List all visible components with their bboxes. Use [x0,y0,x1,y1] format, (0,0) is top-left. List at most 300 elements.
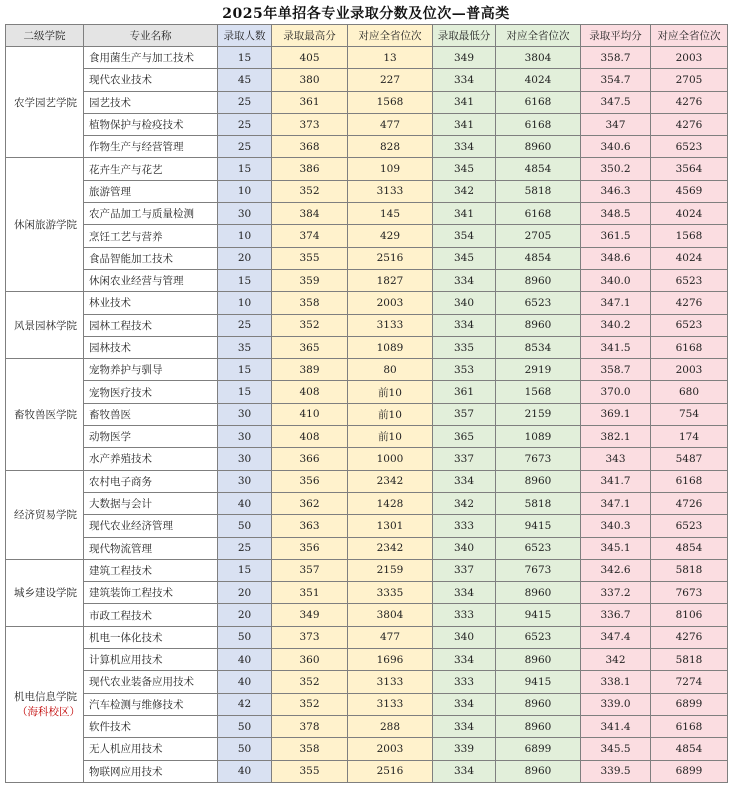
max-rank-cell: 2003 [348,738,433,760]
table-row [6,91,728,113]
avg-rank-cell: 1568 [651,225,728,247]
sheet-title: 2025年单招各专业录取分数及位次—普高类 [222,6,510,22]
min-rank-cell: 4854 [496,158,581,180]
min-score-cell: 334 [433,136,496,158]
min-score-cell: 345 [433,158,496,180]
max-score-cell: 358 [272,738,348,760]
min-score-cell: 349 [433,47,496,69]
max-rank-cell: 1301 [348,515,433,537]
max-rank-cell: 109 [348,158,433,180]
header-avg-score: 录取平均分 [581,25,651,47]
avg-score-cell: 342 [581,649,651,671]
min-score-cell: 339 [433,738,496,760]
enrolled-cell: 15 [218,359,272,381]
max-score-cell: 356 [272,470,348,492]
table-row [6,403,728,425]
max-rank-cell: 3335 [348,582,433,604]
min-score-cell: 365 [433,426,496,448]
min-rank-cell: 8960 [496,269,581,291]
max-score-cell: 368 [272,136,348,158]
enrolled-cell: 25 [218,537,272,559]
avg-rank-cell: 4726 [651,492,728,514]
avg-rank-cell: 6523 [651,136,728,158]
enrolled-cell: 30 [218,448,272,470]
enrolled-cell: 20 [218,247,272,269]
dept-cell [6,47,84,158]
table-row [6,426,728,448]
major-cell: 作物生产与经营管理 [84,136,218,158]
avg-score-cell: 339.5 [581,760,651,782]
min-score-cell: 340 [433,537,496,559]
table-row [6,671,728,693]
avg-score-cell: 370.0 [581,381,651,403]
avg-rank-cell: 7274 [651,671,728,693]
avg-rank-cell: 7673 [651,582,728,604]
table-row [6,359,728,381]
max-score-cell: 366 [272,448,348,470]
avg-score-cell: 340.2 [581,314,651,336]
major-cell: 现代农业装备应用技术 [84,671,218,693]
enrolled-cell: 20 [218,582,272,604]
min-rank-cell: 8534 [496,336,581,358]
avg-score-cell: 382.1 [581,426,651,448]
major-cell: 园艺技术 [84,91,218,113]
avg-rank-cell: 8106 [651,604,728,626]
min-score-cell: 334 [433,649,496,671]
table-row [6,470,728,492]
major-cell: 建筑工程技术 [84,559,218,581]
enrolled-cell: 45 [218,69,272,91]
max-score-cell: 386 [272,158,348,180]
enrolled-cell: 15 [218,381,272,403]
avg-rank-cell: 5487 [651,448,728,470]
dept-name: 机电信息学院 [14,691,77,704]
avg-score-cell: 369.1 [581,403,651,425]
min-rank-cell: 8960 [496,760,581,782]
min-score-cell: 337 [433,448,496,470]
major-cell: 无人机应用技术 [84,738,218,760]
max-rank-cell: 13 [348,47,433,69]
table-row [6,760,728,782]
max-rank-cell: 1000 [348,448,433,470]
enrolled-cell: 15 [218,559,272,581]
avg-score-cell: 341.4 [581,715,651,737]
min-rank-cell: 8960 [496,470,581,492]
enrolled-cell: 40 [218,671,272,693]
enrolled-cell: 25 [218,136,272,158]
min-score-cell: 334 [433,693,496,715]
avg-rank-cell: 4024 [651,247,728,269]
dept-cell [6,470,84,559]
min-score-cell: 357 [433,403,496,425]
enrolled-cell: 30 [218,203,272,225]
min-rank-cell: 7673 [496,559,581,581]
max-score-cell: 410 [272,403,348,425]
max-rank-cell: 前10 [348,381,433,403]
enrolled-cell: 15 [218,269,272,291]
table-row [6,136,728,158]
max-score-cell: 405 [272,47,348,69]
enrolled-cell: 25 [218,314,272,336]
header-min-score: 录取最低分 [433,25,496,47]
major-cell: 农产品加工与质量检测 [84,203,218,225]
table-row [6,180,728,202]
avg-score-cell: 336.7 [581,604,651,626]
enrolled-cell: 30 [218,426,272,448]
min-rank-cell: 1089 [496,426,581,448]
major-cell: 园林工程技术 [84,314,218,336]
table-row [6,515,728,537]
avg-score-cell: 347.5 [581,91,651,113]
min-rank-cell: 5818 [496,180,581,202]
dept-name: 经济贸易学院 [14,509,77,522]
min-score-cell: 354 [433,225,496,247]
header-avg-rank: 对应全省位次 [651,25,728,47]
header-major: 专业名称 [84,25,218,47]
max-rank-cell: 2516 [348,760,433,782]
major-cell: 食品智能加工技术 [84,247,218,269]
major-cell: 园林技术 [84,336,218,358]
max-rank-cell: 2342 [348,470,433,492]
header-max-rank: 对应全省位次 [348,25,433,47]
max-rank-cell: 227 [348,69,433,91]
min-rank-cell: 6899 [496,738,581,760]
min-rank-cell: 8960 [496,582,581,604]
max-rank-cell: 3804 [348,604,433,626]
header-enrolled: 录取人数 [218,25,272,47]
enrolled-cell: 30 [218,403,272,425]
avg-rank-cell: 4854 [651,537,728,559]
max-rank-cell: 1696 [348,649,433,671]
major-cell: 现代农业技术 [84,69,218,91]
max-score-cell: 408 [272,426,348,448]
enrolled-cell: 42 [218,693,272,715]
max-rank-cell: 2003 [348,292,433,314]
max-rank-cell: 429 [348,225,433,247]
avg-score-cell: 337.2 [581,582,651,604]
major-cell: 农村电子商务 [84,470,218,492]
max-rank-cell: 2516 [348,247,433,269]
major-cell: 建筑装饰工程技术 [84,582,218,604]
max-score-cell: 373 [272,113,348,135]
min-rank-cell: 8960 [496,649,581,671]
avg-score-cell: 358.7 [581,47,651,69]
min-score-cell: 342 [433,492,496,514]
max-score-cell: 356 [272,537,348,559]
avg-score-cell: 347.1 [581,492,651,514]
max-score-cell: 351 [272,582,348,604]
avg-score-cell: 340.3 [581,515,651,537]
max-score-cell: 389 [272,359,348,381]
max-rank-cell: 477 [348,113,433,135]
major-cell: 动物医学 [84,426,218,448]
avg-rank-cell: 5818 [651,559,728,581]
major-cell: 花卉生产与花艺 [84,158,218,180]
min-score-cell: 340 [433,292,496,314]
header-row [6,25,728,47]
max-score-cell: 359 [272,269,348,291]
table-row [6,336,728,358]
enrolled-cell: 15 [218,47,272,69]
enrolled-cell: 25 [218,113,272,135]
dept-cell [6,359,84,470]
enrolled-cell: 35 [218,336,272,358]
min-rank-cell: 2919 [496,359,581,381]
dept-cell [6,626,84,782]
max-score-cell: 352 [272,693,348,715]
max-rank-cell: 145 [348,203,433,225]
max-rank-cell: 3133 [348,180,433,202]
enrolled-cell: 50 [218,626,272,648]
enrolled-cell: 20 [218,604,272,626]
enrolled-cell: 10 [218,225,272,247]
header-max-score: 录取最高分 [272,25,348,47]
dept-name: 农学园艺学院 [14,96,77,109]
avg-rank-cell: 6168 [651,336,728,358]
table-row [6,203,728,225]
table-row [6,492,728,514]
min-rank-cell: 9415 [496,515,581,537]
min-rank-cell: 9415 [496,671,581,693]
max-rank-cell: 288 [348,715,433,737]
avg-score-cell: 340.0 [581,269,651,291]
min-rank-cell: 6523 [496,537,581,559]
avg-rank-cell: 754 [651,403,728,425]
max-score-cell: 374 [272,225,348,247]
enrolled-cell: 10 [218,180,272,202]
table-row [6,113,728,135]
min-score-cell: 340 [433,626,496,648]
table-row [6,693,728,715]
max-score-cell: 357 [272,559,348,581]
avg-rank-cell: 2705 [651,69,728,91]
major-cell: 休闲农业经营与管理 [84,269,218,291]
max-score-cell: 384 [272,203,348,225]
table-row [6,715,728,737]
table-row [6,69,728,91]
min-score-cell: 334 [433,582,496,604]
avg-rank-cell: 6168 [651,470,728,492]
min-rank-cell: 6168 [496,91,581,113]
enrolled-cell: 10 [218,292,272,314]
major-cell: 林业技术 [84,292,218,314]
max-rank-cell: 前10 [348,403,433,425]
table-row [6,314,728,336]
table-row [6,448,728,470]
dept-name: 畜牧兽医学院 [14,408,77,421]
enrolled-cell: 40 [218,492,272,514]
max-score-cell: 365 [272,336,348,358]
avg-rank-cell: 3564 [651,158,728,180]
avg-rank-cell: 2003 [651,47,728,69]
header-min-rank: 对应全省位次 [496,25,581,47]
avg-rank-cell: 6523 [651,269,728,291]
enrolled-cell: 25 [218,91,272,113]
avg-score-cell: 348.5 [581,203,651,225]
avg-score-cell: 339.0 [581,693,651,715]
major-cell: 机电一体化技术 [84,626,218,648]
min-rank-cell: 6523 [496,626,581,648]
avg-score-cell: 350.2 [581,158,651,180]
major-cell: 大数据与会计 [84,492,218,514]
max-rank-cell: 828 [348,136,433,158]
table-row [6,158,728,180]
table-row [6,381,728,403]
table-body [6,47,728,783]
max-rank-cell: 3133 [348,693,433,715]
major-cell: 烹饪工艺与营养 [84,225,218,247]
min-rank-cell: 2159 [496,403,581,425]
avg-score-cell: 343 [581,448,651,470]
max-score-cell: 352 [272,314,348,336]
avg-rank-cell: 5818 [651,649,728,671]
table-row [6,269,728,291]
min-rank-cell: 2705 [496,225,581,247]
min-rank-cell: 6523 [496,292,581,314]
min-rank-cell: 8960 [496,693,581,715]
max-rank-cell: 477 [348,626,433,648]
enrolled-cell: 15 [218,158,272,180]
max-score-cell: 380 [272,69,348,91]
avg-score-cell: 342.6 [581,559,651,581]
min-rank-cell: 7673 [496,448,581,470]
max-score-cell: 361 [272,91,348,113]
avg-rank-cell: 2003 [651,359,728,381]
min-rank-cell: 4854 [496,247,581,269]
major-cell: 食用菌生产与加工技术 [84,47,218,69]
avg-score-cell: 341.5 [581,336,651,358]
major-cell: 旅游管理 [84,180,218,202]
avg-rank-cell: 6523 [651,314,728,336]
table-row [6,537,728,559]
avg-score-cell: 347.4 [581,626,651,648]
major-cell: 汽车检测与维修技术 [84,693,218,715]
avg-rank-cell: 6168 [651,715,728,737]
enrolled-cell: 40 [218,760,272,782]
avg-score-cell: 345.5 [581,738,651,760]
avg-rank-cell: 6523 [651,515,728,537]
avg-score-cell: 341.7 [581,470,651,492]
major-cell: 计算机应用技术 [84,649,218,671]
min-score-cell: 342 [433,180,496,202]
table-row [6,582,728,604]
min-score-cell: 361 [433,381,496,403]
max-score-cell: 355 [272,760,348,782]
min-rank-cell: 5818 [496,492,581,514]
avg-score-cell: 358.7 [581,359,651,381]
max-rank-cell: 1568 [348,91,433,113]
max-score-cell: 360 [272,649,348,671]
enrolled-cell: 50 [218,515,272,537]
major-cell: 物联网应用技术 [84,760,218,782]
table-row [6,649,728,671]
avg-rank-cell: 4276 [651,626,728,648]
dept-campus-note: （海科校区） [17,706,80,719]
major-cell: 植物保护与检疫技术 [84,113,218,135]
dept-name: 城乡建设学院 [14,587,77,600]
table-row [6,626,728,648]
enrolled-cell: 40 [218,649,272,671]
enrolled-cell: 50 [218,738,272,760]
max-rank-cell: 3133 [348,314,433,336]
dept-cell [6,292,84,359]
table-row [6,604,728,626]
min-rank-cell: 3804 [496,47,581,69]
major-cell: 畜牧兽医 [84,403,218,425]
max-score-cell: 358 [272,292,348,314]
major-cell: 现代物流管理 [84,537,218,559]
dept-cell [6,559,84,626]
min-score-cell: 334 [433,470,496,492]
enrolled-cell: 50 [218,715,272,737]
min-rank-cell: 4024 [496,69,581,91]
min-score-cell: 335 [433,336,496,358]
avg-score-cell: 340.6 [581,136,651,158]
score-sheet [5,4,727,783]
min-rank-cell: 6168 [496,203,581,225]
min-rank-cell: 8960 [496,715,581,737]
avg-score-cell: 338.1 [581,671,651,693]
min-rank-cell: 9415 [496,604,581,626]
avg-score-cell: 347.1 [581,292,651,314]
avg-score-cell: 345.1 [581,537,651,559]
avg-rank-cell: 4276 [651,292,728,314]
min-score-cell: 337 [433,559,496,581]
min-score-cell: 345 [433,247,496,269]
max-score-cell: 362 [272,492,348,514]
min-rank-cell: 1568 [496,381,581,403]
min-score-cell: 341 [433,91,496,113]
max-rank-cell: 2159 [348,559,433,581]
min-rank-cell: 6168 [496,113,581,135]
min-score-cell: 334 [433,269,496,291]
min-score-cell: 341 [433,113,496,135]
max-score-cell: 408 [272,381,348,403]
max-rank-cell: 2342 [348,537,433,559]
max-rank-cell: 80 [348,359,433,381]
avg-rank-cell: 4854 [651,738,728,760]
max-rank-cell: 前10 [348,426,433,448]
avg-score-cell: 348.6 [581,247,651,269]
max-score-cell: 352 [272,180,348,202]
table-row [6,738,728,760]
max-rank-cell: 1428 [348,492,433,514]
table-row [6,559,728,581]
dept-cell [6,158,84,292]
min-score-cell: 333 [433,515,496,537]
max-rank-cell: 1827 [348,269,433,291]
avg-rank-cell: 4276 [651,91,728,113]
avg-rank-cell: 680 [651,381,728,403]
enrolled-cell: 30 [218,470,272,492]
max-rank-cell: 3133 [348,671,433,693]
major-cell: 水产养殖技术 [84,448,218,470]
major-cell: 市政工程技术 [84,604,218,626]
avg-score-cell: 361.5 [581,225,651,247]
min-rank-cell: 8960 [496,314,581,336]
avg-rank-cell: 174 [651,426,728,448]
major-cell: 宠物医疗技术 [84,381,218,403]
min-score-cell: 333 [433,671,496,693]
header-dept: 二级学院 [6,25,84,47]
dept-name: 休闲旅游学院 [14,219,77,232]
max-score-cell: 355 [272,247,348,269]
min-score-cell: 353 [433,359,496,381]
table-row [6,292,728,314]
min-score-cell: 334 [433,314,496,336]
avg-rank-cell: 6899 [651,760,728,782]
min-score-cell: 334 [433,760,496,782]
